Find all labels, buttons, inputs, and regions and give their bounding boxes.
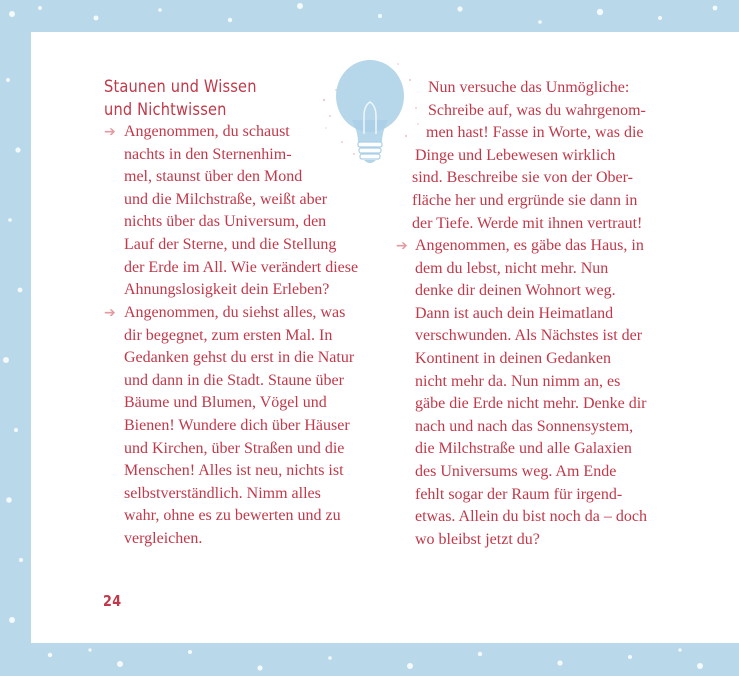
text-line: Bäume und Blumen, Vögel und [124,394,327,412]
arrow-right-icon: ➔ [104,124,116,140]
text-line: denke dir deinen Wohnort weg. [415,282,616,300]
page-number: 24 [103,592,122,610]
arrow-right-icon: ➔ [104,305,116,321]
text-line: Dann ist auch dein Heimatland [415,304,614,322]
text-line: gäbe die Erde nicht mehr. Denke dir [415,395,647,413]
text-line: Gedanken gehst du erst in die Natur [124,349,355,367]
text-line: dem du lebst, nicht mehr. Nun [415,259,609,277]
text-line: vergleichen. [124,529,203,547]
text-line: Bienen! Wundere dich über Häuser [124,416,350,434]
text-line: fehlt sogar der Raum für irgend- [415,485,623,503]
text-line: men hast! Fasse in Worte, was die [426,124,644,142]
text-line: etwas. Allein du bist noch da – doch [415,508,647,526]
heading-line: und Nichtwissen [104,100,227,120]
text-line: der Tiefe. Werde mit ihnen vertraut! [412,214,643,232]
text-line: Menschen! Alles ist neu, nichts ist [124,462,344,480]
text-line: Dinge und Lebewesen wirklich [415,146,616,164]
text-line: und Kirchen, über Straßen und die [124,439,345,457]
text-line: Angenommen, du siehst alles, was [124,304,346,321]
text-line: nichts über das Universum, den [124,213,327,231]
text-line: Lauf der Sterne, und die Stellung [124,235,337,253]
text-line: mel, staunst über den Mond [124,168,303,186]
right-paragraph-2 [415,235,647,551]
text-line: verschwunden. Als Nächstes ist der [415,327,643,345]
text-line: und dann in die Stadt. Staune über [124,371,344,389]
text-line: Angenommen, du schaust [124,123,290,140]
heading-line: Staunen und Wissen [104,77,257,97]
text-line: wahr, ohne es zu bewerten und zu [124,507,341,525]
text-line: nachts in den Sternenhim- [124,145,292,163]
text-line: fläche her und ergründe sie dann in [412,191,638,209]
text-line: Angenommen, es gäbe das Haus, in [415,237,644,254]
text-line: Schreibe auf, was du wahrgenom- [428,101,646,119]
arrow-right-icon: ➔ [396,238,408,254]
text-line: die Milchstraße und alle Galaxien [415,440,632,458]
right-paragraph-1 [0,77,646,235]
text-line: dir begegnet, zum ersten Mal. In [124,326,333,344]
left-paragraph-2 [124,302,354,551]
text-line: nicht mehr da. Nun nimm an, es [415,372,621,390]
text-line: Nun versuche das Unmögliche: [428,79,630,96]
text-line: nach und nach das Sonnensystem, [415,417,634,435]
text-line: des Universums weg. Am Ende [415,462,617,480]
text-line: selbstverständlich. Nimm alles [124,484,321,502]
text-line: wo bleibst jetzt du? [415,530,540,548]
text-line: Ahnungslosigkeit dein Erleben? [124,281,330,299]
text-line: sind. Beschreibe sie von der Ober- [412,169,633,187]
text-line: der Erde im All. Wie verändert diese [124,258,359,276]
text-line: und die Milchstraße, weißt aber [124,190,328,208]
text-line: Kontinent in deinen Gedanken [415,349,611,367]
